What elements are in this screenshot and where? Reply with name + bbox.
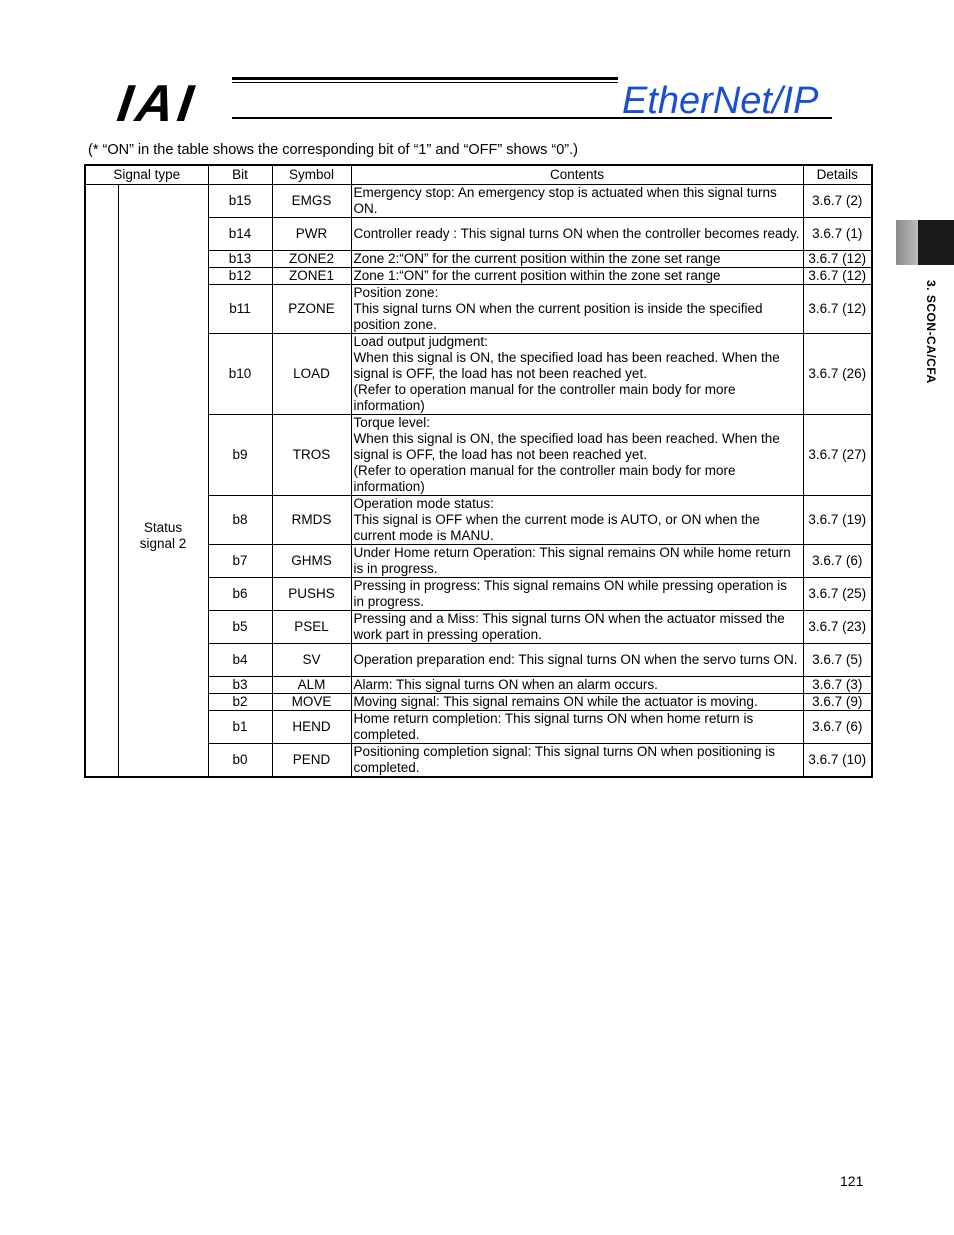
header-contents: Contents xyxy=(351,165,803,185)
bit-cell: b3 xyxy=(208,677,272,694)
contents-cell: Load output judgment: When this signal is ON, the specified load has been reached. When the signal is OFF, the load has not been reached yet. (Refer to operation manual for the controller main body for more information) xyxy=(351,334,803,415)
bit-cell: b9 xyxy=(208,415,272,496)
contents-cell: Alarm: This signal turns ON when an alarm occurs. xyxy=(351,677,803,694)
details-cell: 3.6.7 (9) xyxy=(803,694,872,711)
table-row xyxy=(85,185,872,218)
bit-cell: b13 xyxy=(208,251,272,268)
symbol-cell: SV xyxy=(272,644,351,677)
contents-cell: Home return completion: This signal turns ON when home return is completed. xyxy=(351,711,803,744)
symbol-cell: ZONE1 xyxy=(272,268,351,285)
status-signal-table xyxy=(84,164,873,778)
symbol-cell: ALM xyxy=(272,677,351,694)
details-cell: 3.6.7 (12) xyxy=(803,251,872,268)
header-details: Details xyxy=(803,165,872,185)
signal-type-blank-cell xyxy=(85,185,118,778)
contents-cell: Moving signal: This signal remains ON while the actuator is moving. xyxy=(351,694,803,711)
details-cell: 3.6.7 (26) xyxy=(803,334,872,415)
bit-cell: b5 xyxy=(208,611,272,644)
bit-cell: b11 xyxy=(208,285,272,334)
page-number: 121 xyxy=(840,1173,864,1189)
details-cell: 3.6.7 (23) xyxy=(803,611,872,644)
header-signal-type: Signal type xyxy=(85,165,208,185)
contents-cell: Controller ready : This signal turns ON when the controller becomes ready. xyxy=(351,218,803,251)
header-symbol: Symbol xyxy=(272,165,351,185)
contents-cell: Under Home return Operation: This signal remains ON while home return is in progress. xyxy=(351,545,803,578)
symbol-cell: RMDS xyxy=(272,496,351,545)
table-note: (* “ON” in the table shows the corresponding bit of “1” and “OFF” shows “0”.) xyxy=(88,142,578,158)
symbol-cell: PSEL xyxy=(272,611,351,644)
table-header-row xyxy=(85,165,872,185)
contents-cell: Operation mode status: This signal is OFF when the current mode is AUTO, or ON when the current mode is MANU. xyxy=(351,496,803,545)
bit-cell: b0 xyxy=(208,744,272,778)
ethernet-ip-logo: EtherNet/IP xyxy=(622,80,819,122)
details-cell: 3.6.7 (12) xyxy=(803,268,872,285)
symbol-cell: ZONE2 xyxy=(272,251,351,268)
details-cell: 3.6.7 (12) xyxy=(803,285,872,334)
details-cell: 3.6.7 (6) xyxy=(803,545,872,578)
details-cell: 3.6.7 (2) xyxy=(803,185,872,218)
details-cell: 3.6.7 (27) xyxy=(803,415,872,496)
bit-cell: b6 xyxy=(208,578,272,611)
symbol-cell: HEND xyxy=(272,711,351,744)
bit-cell: b4 xyxy=(208,644,272,677)
chapter-label: 3. SCON-CA/CFA xyxy=(924,280,938,384)
iai-logo: IAI xyxy=(113,75,201,133)
symbol-cell: EMGS xyxy=(272,185,351,218)
details-cell: 3.6.7 (1) xyxy=(803,218,872,251)
signal-group-label: Status signal 2 xyxy=(118,185,208,778)
symbol-cell: PZONE xyxy=(272,285,351,334)
contents-cell: Pressing in progress: This signal remains ON while pressing operation is in progress. xyxy=(351,578,803,611)
symbol-cell: PEND xyxy=(272,744,351,778)
symbol-cell: PUSHS xyxy=(272,578,351,611)
bit-cell: b1 xyxy=(208,711,272,744)
details-cell: 3.6.7 (5) xyxy=(803,644,872,677)
details-cell: 3.6.7 (6) xyxy=(803,711,872,744)
bit-cell: b2 xyxy=(208,694,272,711)
side-tab-dark xyxy=(918,220,954,265)
contents-cell: Zone 2:“ON” for the current position within the zone set range xyxy=(351,251,803,268)
bit-cell: b7 xyxy=(208,545,272,578)
contents-cell: Operation preparation end: This signal turns ON when the servo turns ON. xyxy=(351,644,803,677)
symbol-cell: TROS xyxy=(272,415,351,496)
contents-cell: Position zone: This signal turns ON when the current position is inside the specified position zone. xyxy=(351,285,803,334)
bit-cell: b14 xyxy=(208,218,272,251)
bit-cell: b15 xyxy=(208,185,272,218)
header-bit: Bit xyxy=(208,165,272,185)
contents-cell: Emergency stop: An emergency stop is actuated when this signal turns ON. xyxy=(351,185,803,218)
contents-cell: Pressing and a Miss: This signal turns ON when the actuator missed the work part in pressing operation. xyxy=(351,611,803,644)
header-rule-thin xyxy=(232,82,618,83)
details-cell: 3.6.7 (19) xyxy=(803,496,872,545)
contents-cell: Torque level: When this signal is ON, the specified load has been reached. When the signal is OFF, the load has not been reached yet. (Refer to operation manual for the controller main body for more information) xyxy=(351,415,803,496)
symbol-cell: PWR xyxy=(272,218,351,251)
bit-cell: b8 xyxy=(208,496,272,545)
details-cell: 3.6.7 (10) xyxy=(803,744,872,778)
details-cell: 3.6.7 (25) xyxy=(803,578,872,611)
symbol-cell: GHMS xyxy=(272,545,351,578)
symbol-cell: LOAD xyxy=(272,334,351,415)
details-cell: 3.6.7 (3) xyxy=(803,677,872,694)
contents-cell: Positioning completion signal: This signal turns ON when positioning is completed. xyxy=(351,744,803,778)
bit-cell: b10 xyxy=(208,334,272,415)
bit-cell: b12 xyxy=(208,268,272,285)
contents-cell: Zone 1:“ON” for the current position within the zone set range xyxy=(351,268,803,285)
header-rule xyxy=(232,77,618,80)
symbol-cell: MOVE xyxy=(272,694,351,711)
side-tab-grey xyxy=(896,220,918,265)
